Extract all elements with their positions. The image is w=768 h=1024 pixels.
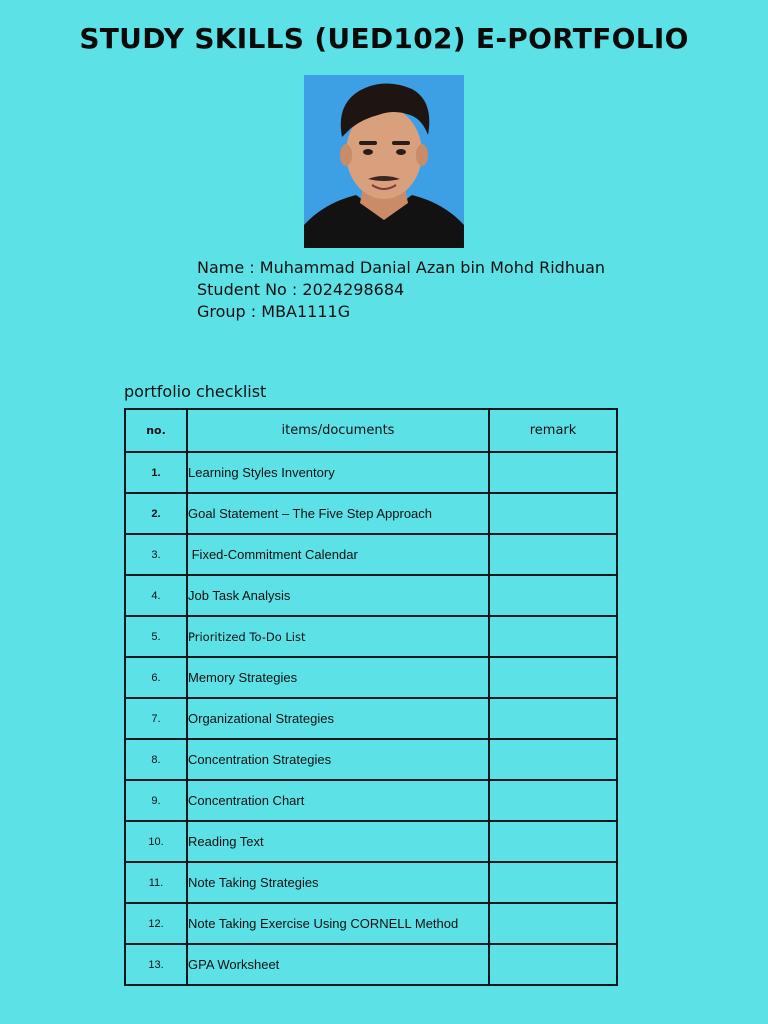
table-row [125,575,617,616]
header-items: items/documents [187,409,489,452]
table-row [125,903,617,944]
row-remark [489,821,617,862]
table-row [125,493,617,534]
row-number: 12. [125,903,187,944]
table-row [125,452,617,493]
row-item: Prioritized To-Do List [187,616,489,657]
row-item: Organizational Strategies [187,698,489,739]
row-item: Job Task Analysis [187,575,489,616]
table-row [125,657,617,698]
row-remark [489,493,617,534]
student-group: Group : MBA1111G [197,302,351,321]
row-remark [489,862,617,903]
table-row [125,780,617,821]
row-item: Concentration Chart [187,780,489,821]
row-remark [489,452,617,493]
row-remark [489,534,617,575]
header-no: no. [125,409,187,452]
row-item: GPA Worksheet [187,944,489,985]
row-remark [489,616,617,657]
row-number: 3. [125,534,187,575]
table-row [125,739,617,780]
row-remark [489,698,617,739]
student-name: Name : Muhammad Danial Azan bin Mohd Ridhuan [197,258,606,277]
row-number: 7. [125,698,187,739]
row-remark [489,944,617,985]
row-number: 8. [125,739,187,780]
row-number: 10. [125,821,187,862]
row-number: 1. [125,452,187,493]
row-number: 11. [125,862,187,903]
row-item: Learning Styles Inventory [187,452,489,493]
student-number: Student No : 2024298684 [197,280,405,299]
row-remark [489,780,617,821]
row-item: Note Taking Exercise Using CORNELL Method [187,903,489,944]
row-number: 2. [125,493,187,534]
page-title: STUDY SKILLS (UED102) E-PORTFOLIO [79,22,689,55]
row-number: 5. [125,616,187,657]
row-item: Memory Strategies [187,657,489,698]
row-item: Reading Text [187,821,489,862]
row-remark [489,575,617,616]
row-remark [489,903,617,944]
portfolio-checklist-table [124,408,618,986]
table-row [125,821,617,862]
row-number: 13. [125,944,187,985]
table-row [125,944,617,985]
table-row [125,534,617,575]
row-number: 4. [125,575,187,616]
table-row [125,698,617,739]
row-item: Goal Statement – The Five Step Approach [187,493,489,534]
row-remark [489,739,617,780]
student-info [197,257,605,323]
table-row [125,862,617,903]
checklist-label: portfolio checklist [124,382,267,401]
row-item: Concentration Strategies [187,739,489,780]
student-photo [304,75,464,248]
row-number: 6. [125,657,187,698]
row-item: Fixed-Commitment Calendar [187,534,489,575]
row-number: 9. [125,780,187,821]
header-remark: remark [489,409,617,452]
table-row [125,616,617,657]
table-header-row [125,409,617,452]
row-item: Note Taking Strategies [187,862,489,903]
row-remark [489,657,617,698]
